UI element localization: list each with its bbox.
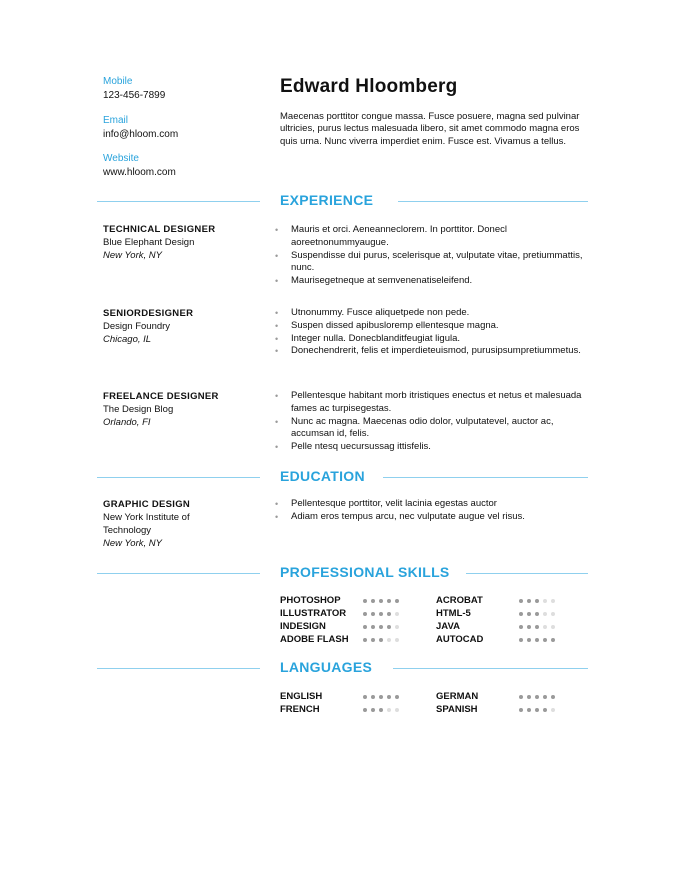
rating-dot-filled <box>379 708 383 712</box>
rating-dot-filled <box>387 612 391 616</box>
rating-dot-empty <box>387 708 391 712</box>
rating-dots <box>519 633 555 646</box>
job-entry <box>103 390 253 429</box>
rating-dots <box>363 594 399 607</box>
school-name: New York Institute of Technology <box>103 512 190 536</box>
job-location: New York, NY <box>103 250 162 261</box>
section-title-experience: EXPERIENCE <box>280 192 374 208</box>
rating-dot-empty <box>395 625 399 629</box>
job-location: Orlando, FI <box>103 417 151 428</box>
rating-dot-filled <box>535 612 539 616</box>
rating-dot-filled <box>363 599 367 603</box>
rating-dot-filled <box>371 625 375 629</box>
education-bullets <box>275 498 595 524</box>
rating-dot-filled <box>379 625 383 629</box>
rating-dot-filled <box>543 638 547 642</box>
rating-dot-filled <box>395 695 399 699</box>
rating-dot-filled <box>371 708 375 712</box>
skills-column-left <box>280 594 430 650</box>
list-item: • Adiam eros tempus arcu, nec vulputate augue vel risus. <box>275 511 595 524</box>
website-label: Website <box>103 153 139 164</box>
rating-dots <box>363 690 399 703</box>
job-company: Design Foundry <box>103 321 171 332</box>
job-title: SENIORDESIGNER <box>103 308 194 319</box>
section-rule <box>97 573 260 574</box>
section-rule <box>398 201 588 202</box>
education-entry <box>103 498 238 550</box>
rating-dot-filled <box>371 599 375 603</box>
rating-dot-filled <box>363 638 367 642</box>
rating-dots <box>519 607 555 620</box>
rating-dot-filled <box>551 695 555 699</box>
list-item: • Utnonummy. Fusce aliquetpede non pede. <box>275 307 595 320</box>
skill-row-name: JAVA <box>436 621 460 632</box>
skill-row <box>280 633 430 646</box>
language-row <box>436 690 586 703</box>
job-bullets <box>275 307 595 358</box>
language-row-name: FRENCH <box>280 704 320 715</box>
job-title: TECHNICAL DESIGNER <box>103 224 216 235</box>
language-row <box>280 690 430 703</box>
list-item: • Pellentesque porttitor, velit lacinia egestas auctor <box>275 498 595 511</box>
rating-dot-filled <box>527 599 531 603</box>
language-row <box>280 703 430 716</box>
rating-dot-empty <box>543 599 547 603</box>
language-row-name: SPANISH <box>436 704 478 715</box>
job-company: Blue Elephant Design <box>103 237 195 248</box>
rating-dot-filled <box>387 695 391 699</box>
rating-dot-empty <box>551 708 555 712</box>
skill-row <box>280 594 430 607</box>
rating-dot-filled <box>519 708 523 712</box>
section-rule <box>393 668 588 669</box>
section-rule <box>97 668 260 669</box>
skill-row-name: AUTOCAD <box>436 634 484 645</box>
rating-dot-filled <box>519 599 523 603</box>
rating-dot-empty <box>395 638 399 642</box>
rating-dots <box>519 620 555 633</box>
rating-dot-filled <box>519 625 523 629</box>
email-label: Email <box>103 115 129 126</box>
candidate-name: Edward Hloomberg <box>280 76 458 97</box>
rating-dot-filled <box>363 708 367 712</box>
skill-row-name: HTML-5 <box>436 608 471 619</box>
rating-dot-empty <box>395 612 399 616</box>
rating-dot-filled <box>535 599 539 603</box>
list-item: • Donechendrerit, felis et imperdieteuismod, purusipsumpretiummetus. <box>275 345 595 358</box>
rating-dot-empty <box>395 708 399 712</box>
job-bullets <box>275 390 595 454</box>
rating-dot-filled <box>379 612 383 616</box>
mobile-label: Mobile <box>103 76 133 87</box>
rating-dots <box>363 703 399 716</box>
rating-dots <box>519 594 555 607</box>
section-title-skills: PROFESSIONAL SKILLS <box>280 564 450 580</box>
list-item: • Pellentesque habitant morb itristiques enectus et netus et malesuada fames ac turpisegestas. <box>275 390 595 416</box>
rating-dot-filled <box>363 695 367 699</box>
list-item: • Maurisegetneque at semvenenatiseleifend. <box>275 275 595 288</box>
rating-dot-filled <box>535 695 539 699</box>
language-row-name: ENGLISH <box>280 691 323 702</box>
job-location: Chicago, IL <box>103 334 152 345</box>
rating-dot-empty <box>543 625 547 629</box>
summary-text: Maecenas porttitor congue massa. Fusce posuere, magna sed pulvinar ultricies, purus lectus malesuada libero, sit amet commodo magna eros quis urna. Nunc viverra imperdiet enim. Fusce est. Vivamus a tellus. <box>280 111 580 147</box>
section-rule <box>383 477 588 478</box>
rating-dot-filled <box>551 638 555 642</box>
rating-dot-filled <box>387 625 391 629</box>
section-rule <box>97 477 260 478</box>
rating-dot-empty <box>551 599 555 603</box>
rating-dot-empty <box>543 612 547 616</box>
rating-dot-filled <box>363 625 367 629</box>
rating-dot-filled <box>535 708 539 712</box>
rating-dot-filled <box>543 695 547 699</box>
skill-row <box>436 633 586 646</box>
skill-row <box>436 620 586 633</box>
list-item: • Mauris et orci. Aeneanneclorem. In porttitor. Donecl aoreetnonummyaugue. <box>275 224 595 250</box>
mobile-value: 123-456-7899 <box>103 90 166 101</box>
languages-column-left <box>280 690 430 720</box>
rating-dot-filled <box>395 599 399 603</box>
rating-dots <box>519 690 555 703</box>
skill-row-name: ACROBAT <box>436 595 483 606</box>
section-title-languages: LANGUAGES <box>280 659 373 675</box>
rating-dot-filled <box>527 708 531 712</box>
rating-dot-empty <box>387 638 391 642</box>
language-row-name: GERMAN <box>436 691 479 702</box>
job-entry <box>103 223 253 262</box>
rating-dot-filled <box>527 695 531 699</box>
school-location: New York, NY <box>103 538 162 549</box>
rating-dot-filled <box>519 612 523 616</box>
rating-dots <box>363 620 399 633</box>
job-title: FREELANCE DESIGNER <box>103 391 219 402</box>
skill-row <box>436 594 586 607</box>
rating-dot-filled <box>371 695 375 699</box>
skill-row-name: ADOBE FLASH <box>280 634 349 645</box>
rating-dot-filled <box>527 625 531 629</box>
rating-dot-filled <box>379 599 383 603</box>
language-row <box>436 703 586 716</box>
job-bullets <box>275 224 595 288</box>
list-item: • Suspen dissed apibusloremp ellentesque magna. <box>275 320 595 333</box>
degree-title: GRAPHIC DESIGN <box>103 499 191 510</box>
rating-dot-filled <box>527 612 531 616</box>
skills-column-right <box>436 594 586 650</box>
website-value[interactable]: www.hloom.com <box>103 167 176 178</box>
rating-dot-filled <box>371 638 375 642</box>
rating-dot-empty <box>551 625 555 629</box>
rating-dots <box>519 703 555 716</box>
email-value[interactable]: info@hloom.com <box>103 129 179 140</box>
rating-dot-filled <box>535 625 539 629</box>
section-title-education: EDUCATION <box>280 468 365 484</box>
rating-dot-empty <box>551 612 555 616</box>
rating-dot-filled <box>387 599 391 603</box>
rating-dots <box>363 633 399 646</box>
rating-dot-filled <box>379 695 383 699</box>
rating-dot-filled <box>379 638 383 642</box>
skill-row-name: PHOTOSHOP <box>280 595 341 606</box>
section-rule <box>466 573 588 574</box>
list-item: • Suspendisse dui purus, scelerisque at, vulputate vitae, pretiummattis, nunc. <box>275 250 595 276</box>
rating-dot-filled <box>519 638 523 642</box>
rating-dot-filled <box>543 708 547 712</box>
rating-dot-filled <box>519 695 523 699</box>
list-item: • Nunc ac magna. Maecenas odio dolor, vulputatevel, auctor ac, accumsan id, felis. <box>275 416 595 442</box>
skill-row <box>280 620 430 633</box>
rating-dots <box>363 607 399 620</box>
rating-dot-filled <box>527 638 531 642</box>
skill-row-name: ILLUSTRATOR <box>280 608 347 619</box>
list-item: • Pelle ntesq uecursussag ittisfelis. <box>275 441 595 454</box>
skill-row-name: INDESIGN <box>280 621 326 632</box>
job-entry <box>103 307 253 346</box>
skill-row <box>280 607 430 620</box>
rating-dot-filled <box>371 612 375 616</box>
job-company: The Design Blog <box>103 404 174 415</box>
rating-dot-filled <box>363 612 367 616</box>
section-rule <box>97 201 260 202</box>
languages-column-right <box>436 690 586 720</box>
skill-row <box>436 607 586 620</box>
rating-dot-filled <box>535 638 539 642</box>
list-item: • Integer nulla. Donecblanditfeugiat ligula. <box>275 333 595 346</box>
